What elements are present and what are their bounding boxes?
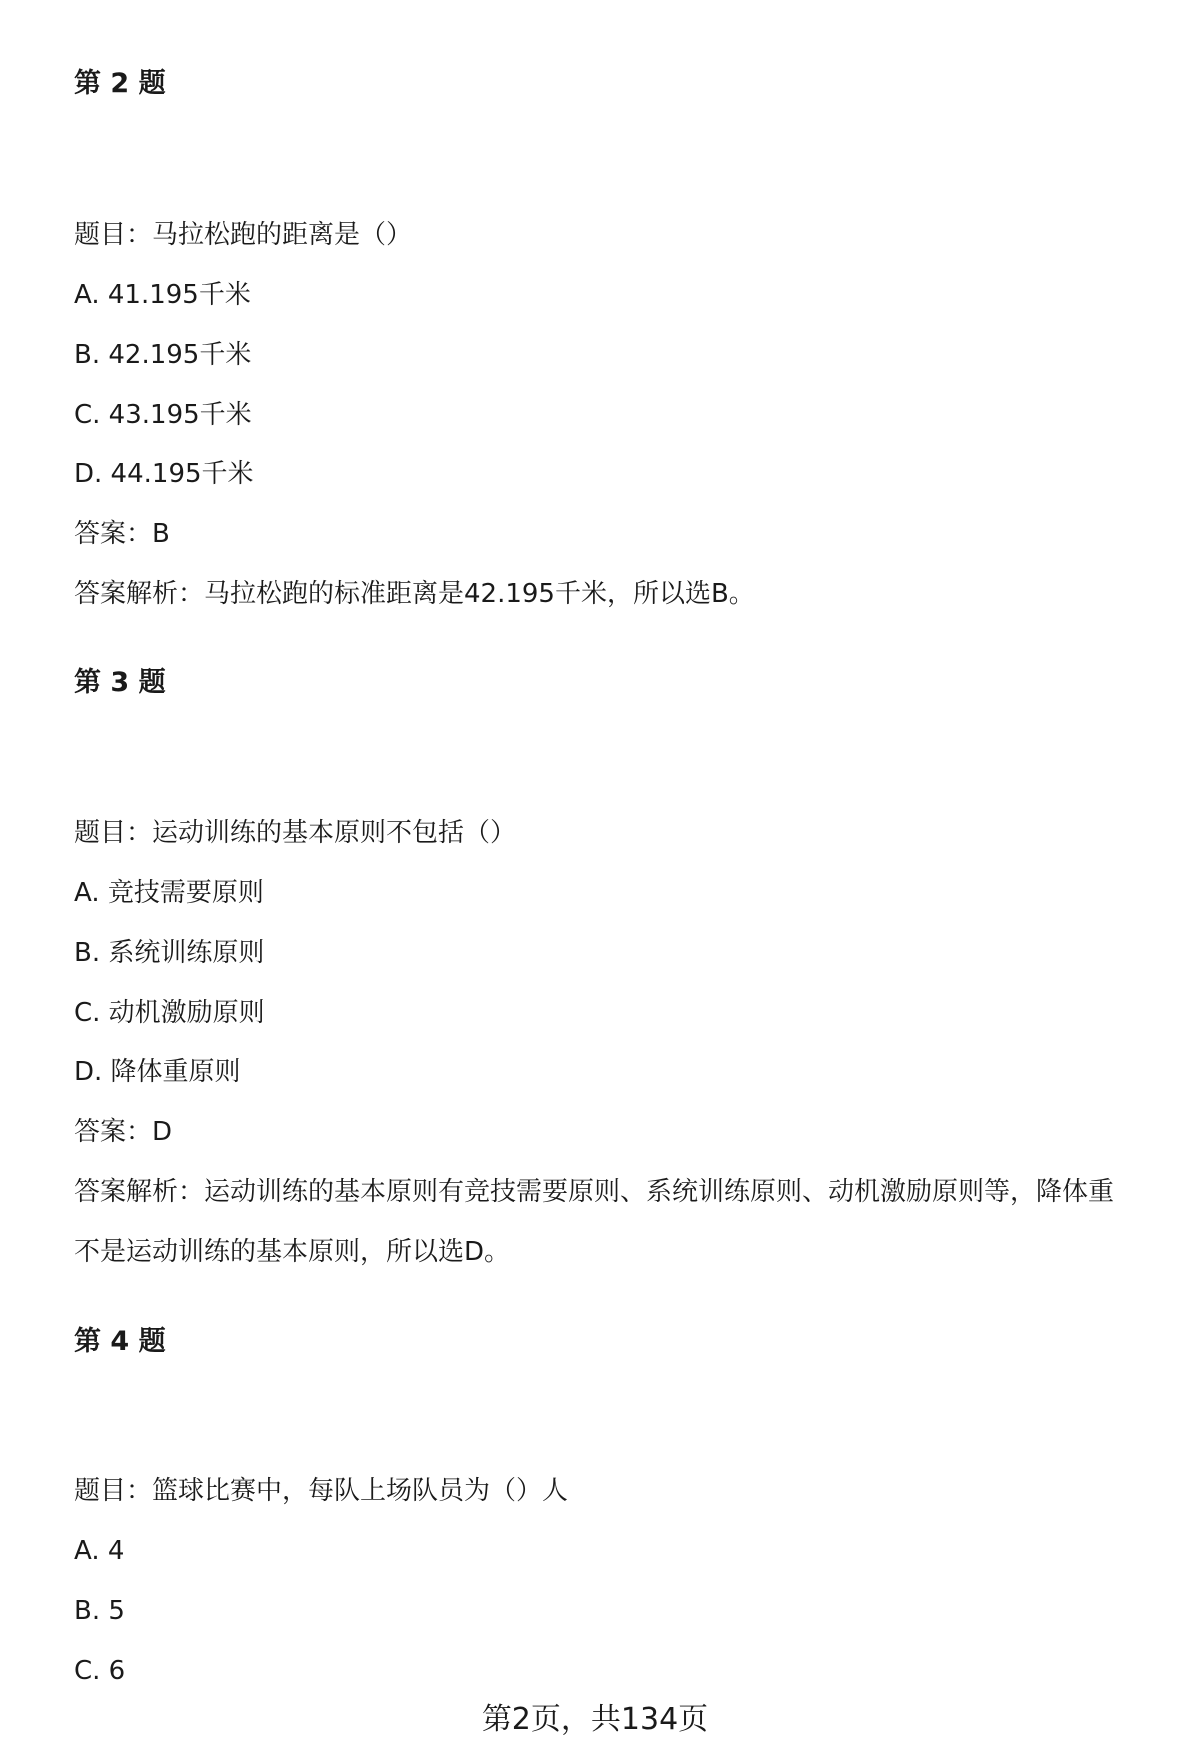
option-a: A. 41.195千米	[74, 280, 251, 310]
option-c: C. 6	[74, 1656, 126, 1686]
option-a: A. 4	[74, 1536, 125, 1566]
option-d: D. 降体重原则	[74, 1057, 241, 1087]
answer-analysis: 答案解析：运动训练的基本原则有竞技需要原则、系统训练原则、动机激励原则等，降体重不是运动训练的基本原则，所以选D。	[74, 1177, 1115, 1267]
option-d: D. 44.195千米	[74, 459, 254, 489]
question-heading: 第 4 题	[74, 1326, 166, 1357]
option-b: B. 42.195千米	[74, 340, 252, 370]
option-b: B. 系统训练原则	[74, 938, 265, 968]
option-c: C. 43.195千米	[74, 400, 252, 430]
question-heading: 第 3 题	[74, 667, 166, 698]
question-heading: 第 2 题	[74, 68, 166, 99]
option-a: A. 竞技需要原则	[74, 878, 264, 908]
option-c: C. 动机激励原则	[74, 998, 265, 1028]
question-text: 题目：篮球比赛中，每队上场队员为（）人	[74, 1476, 569, 1506]
question-text: 题目：运动训练的基本原则不包括（）	[74, 818, 517, 848]
option-b: B. 5	[74, 1596, 125, 1626]
answer: 答案：B	[74, 519, 170, 549]
page-indicator: 第2页，共134页	[481, 1702, 709, 1737]
question-text: 题目：马拉松跑的距离是（）	[74, 220, 413, 250]
answer-analysis: 答案解析：马拉松跑的标准距离是42.195千米，所以选B。	[74, 579, 755, 609]
answer: 答案：D	[74, 1117, 173, 1147]
